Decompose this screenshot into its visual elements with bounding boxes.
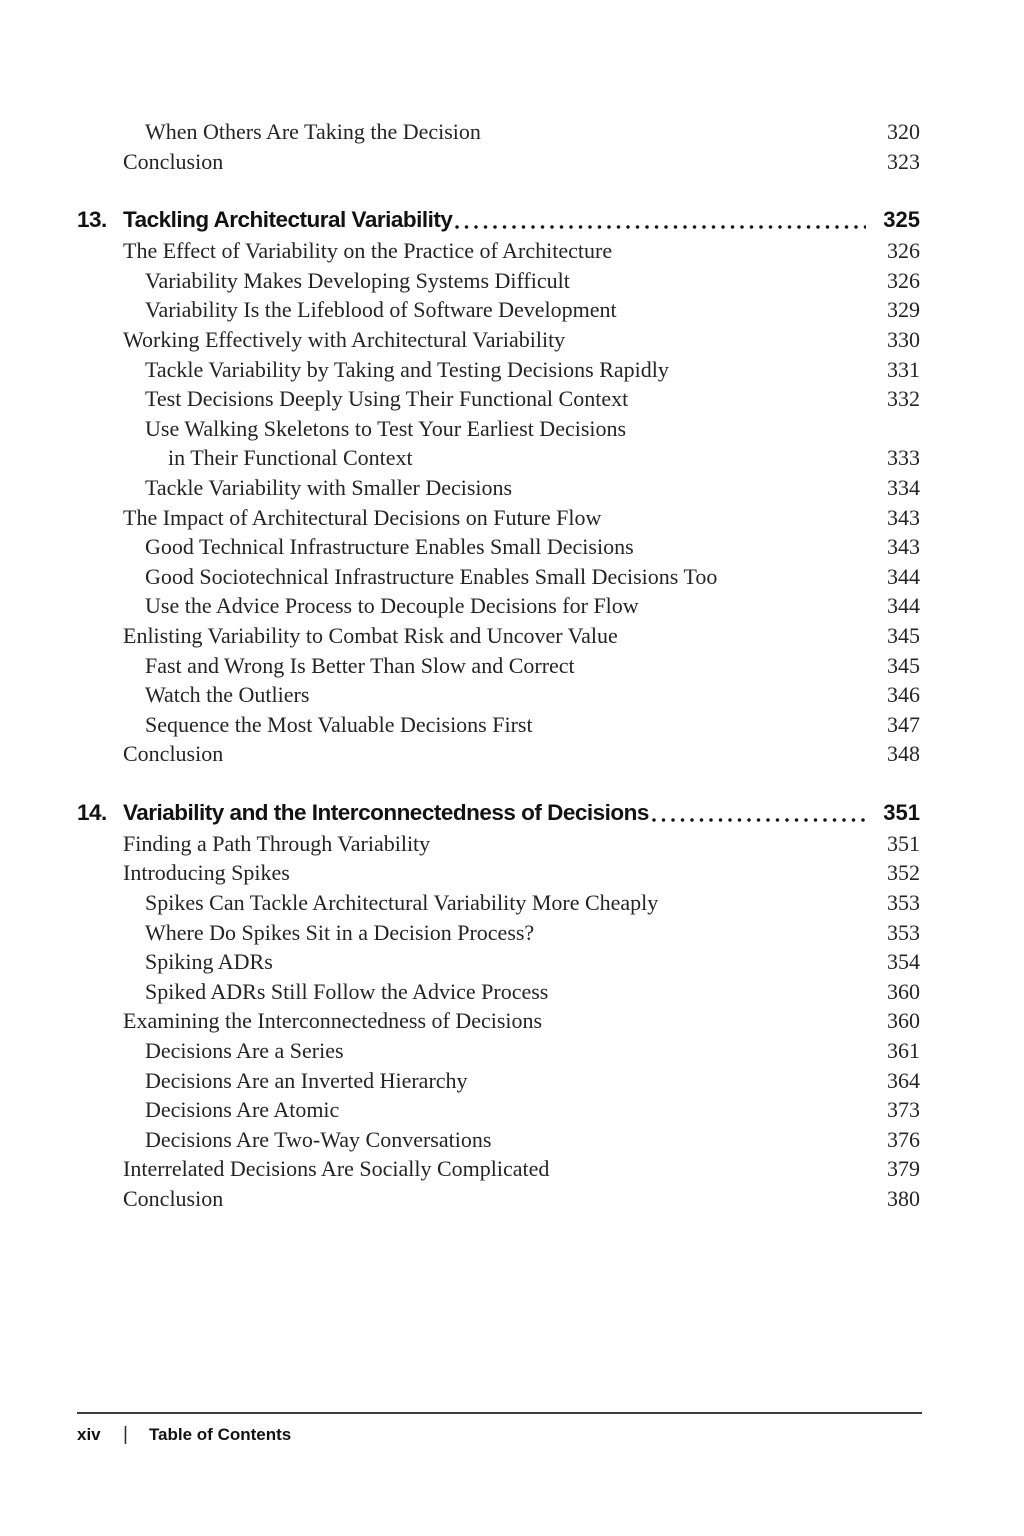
toc-page-number: 379 xyxy=(887,1156,920,1182)
toc-entry-title: Tackling Architectural Variability xyxy=(123,207,453,233)
toc-entry-title: Use Walking Skeletons to Test Your Earliest Decisions xyxy=(145,415,627,441)
toc-entry xyxy=(77,325,920,355)
toc-entry xyxy=(77,739,920,769)
toc-entry xyxy=(77,384,920,414)
toc-entry-title: Fast and Wrong Is Better Than Slow and Correct xyxy=(145,652,575,678)
toc-entry xyxy=(77,532,920,562)
toc-entry-title: Conclusion xyxy=(123,148,224,174)
toc-page-number: 376 xyxy=(887,1126,920,1152)
toc-entry xyxy=(77,355,920,385)
toc-entry-title: Enlisting Variability to Combat Risk and Uncover Value xyxy=(123,622,618,648)
toc-page-number: 373 xyxy=(887,1097,920,1123)
toc-page-number: 334 xyxy=(887,474,920,500)
toc-entry-title: Watch the Outliers xyxy=(145,682,310,708)
toc-page-number: 351 xyxy=(887,830,920,856)
footer-section-label: Table of Contents xyxy=(148,1425,292,1444)
toc-page-number: 343 xyxy=(887,534,920,560)
toc-chapter-number: 13. xyxy=(77,207,107,233)
toc-entry-title: Spikes Can Tackle Architectural Variability More Cheaply xyxy=(145,890,659,916)
toc-page-number: 326 xyxy=(887,267,920,293)
toc-entry xyxy=(77,947,920,977)
toc-page-number: 348 xyxy=(887,741,920,767)
toc-entry xyxy=(77,918,920,948)
toc-entry-title: Good Sociotechnical Infrastructure Enables Small Decisions Too xyxy=(145,563,718,589)
toc-entry xyxy=(77,117,920,147)
toc-entry xyxy=(77,621,920,651)
toc-entry-title: Introducing Spikes xyxy=(123,860,290,886)
toc-page-number: 353 xyxy=(887,890,920,916)
toc-entry xyxy=(77,503,920,533)
toc-entry xyxy=(77,266,920,296)
toc-entry xyxy=(77,888,920,918)
toc-page-number: 345 xyxy=(887,652,920,678)
toc-chapter-heading xyxy=(77,796,920,829)
toc-entry-title: Working Effectively with Architectural Variability xyxy=(123,326,566,352)
toc-entry xyxy=(77,1154,920,1184)
toc-page-number: 326 xyxy=(887,238,920,264)
toc-page-number: 360 xyxy=(887,1008,920,1034)
toc-entry xyxy=(77,680,920,710)
footer-page-number: xiv xyxy=(77,1425,101,1444)
toc-entry xyxy=(77,1184,920,1214)
toc-page-number: 333 xyxy=(887,445,920,471)
toc-page-number: 347 xyxy=(887,711,920,737)
toc-page-number: 344 xyxy=(887,563,920,589)
toc-entry-title: The Impact of Architectural Decisions on Future Flow xyxy=(123,504,602,530)
footer-divider xyxy=(77,1412,922,1414)
toc-entry xyxy=(77,1006,920,1036)
toc-page-number: 364 xyxy=(887,1067,920,1093)
toc-entry xyxy=(77,1125,920,1155)
toc-page-number: 330 xyxy=(887,326,920,352)
toc-entry-title: Decisions Are a Series xyxy=(145,1038,344,1064)
toc-entry-title: Tackle Variability with Smaller Decisions xyxy=(145,474,513,500)
toc-page-number: 351 xyxy=(883,799,920,825)
toc-entry-title: Tackle Variability by Taking and Testing Decisions Rapidly xyxy=(145,356,669,382)
toc-page-number: 360 xyxy=(887,978,920,1004)
toc-entry xyxy=(77,977,920,1007)
toc-entry xyxy=(77,562,920,592)
toc-page-number: 331 xyxy=(887,356,920,382)
toc-page-number: 332 xyxy=(887,386,920,412)
toc-entry-title: When Others Are Taking the Decision xyxy=(145,119,481,144)
toc-entry-title: Spiked ADRs Still Follow the Advice Process xyxy=(145,978,549,1004)
dot-leader xyxy=(652,818,866,822)
toc-list xyxy=(77,117,920,1214)
toc-entry-title: Conclusion xyxy=(123,741,224,767)
toc-page-number: 343 xyxy=(887,504,920,530)
toc-entry xyxy=(77,1036,920,1066)
toc-entry-title: Good Technical Infrastructure Enables Small Decisions xyxy=(145,534,634,560)
toc-entry-title: Examining the Interconnectedness of Decisions xyxy=(123,1008,543,1034)
toc-entry-title: The Effect of Variability on the Practice of Architecture xyxy=(123,238,613,264)
toc-entry-title: Conclusion xyxy=(123,1186,224,1211)
toc-page-number: 345 xyxy=(887,622,920,648)
toc-entry xyxy=(77,591,920,621)
toc-entry-title: Decisions Are an Inverted Hierarchy xyxy=(145,1067,468,1093)
toc-page-number: 354 xyxy=(887,949,920,975)
footer-separator: | xyxy=(123,1424,128,1445)
toc-entry-title: Test Decisions Deeply Using Their Functional Context xyxy=(145,386,629,412)
toc-entry xyxy=(77,829,920,859)
toc-page-number: 353 xyxy=(887,919,920,945)
toc-page-number: 380 xyxy=(887,1186,920,1211)
toc-entry xyxy=(77,710,920,740)
toc-entry-title: Variability Makes Developing Systems Difficult xyxy=(145,267,570,293)
toc-entry-title: Spiking ADRs xyxy=(145,949,273,975)
toc-entry xyxy=(77,443,920,473)
toc-entry xyxy=(77,651,920,681)
toc-entry-title: in Their Functional Context xyxy=(168,445,413,471)
toc-chapter-heading xyxy=(77,203,920,236)
toc-page-number: 323 xyxy=(887,148,920,174)
toc-page-number: 320 xyxy=(887,119,920,144)
toc-entry xyxy=(77,1066,920,1096)
toc-entry xyxy=(77,236,920,266)
toc-entry-title: Decisions Are Two-Way Conversations xyxy=(145,1126,492,1152)
toc-entry-title: Variability and the Interconnectedness of Decisions xyxy=(123,799,649,825)
dot-leader xyxy=(455,225,866,229)
toc-page-number: 346 xyxy=(887,682,920,708)
toc-entry xyxy=(77,295,920,325)
toc-page-number: 325 xyxy=(883,207,920,233)
toc-entry xyxy=(77,414,920,444)
toc-entry xyxy=(77,1095,920,1125)
toc-entry xyxy=(77,147,920,177)
toc-entry-title: Variability Is the Lifeblood of Software Development xyxy=(145,297,617,323)
toc-page-number: 361 xyxy=(887,1038,920,1064)
toc-page-number: 352 xyxy=(887,860,920,886)
toc-entry-title: Interrelated Decisions Are Socially Complicated xyxy=(123,1156,550,1182)
toc-entry-title: Use the Advice Process to Decouple Decisions for Flow xyxy=(145,593,639,619)
page-footer xyxy=(77,1424,291,1446)
toc-chapter-number: 14. xyxy=(77,799,107,825)
toc-page-number: 329 xyxy=(887,297,920,323)
toc-entry-title: Where Do Spikes Sit in a Decision Process? xyxy=(145,919,535,945)
toc-entry-title: Finding a Path Through Variability xyxy=(123,830,431,856)
toc-entry-title: Decisions Are Atomic xyxy=(145,1097,340,1123)
toc-page-number: 344 xyxy=(887,593,920,619)
toc-entry-title: Sequence the Most Valuable Decisions First xyxy=(145,711,533,737)
toc-entry xyxy=(77,858,920,888)
toc-entry xyxy=(77,473,920,503)
